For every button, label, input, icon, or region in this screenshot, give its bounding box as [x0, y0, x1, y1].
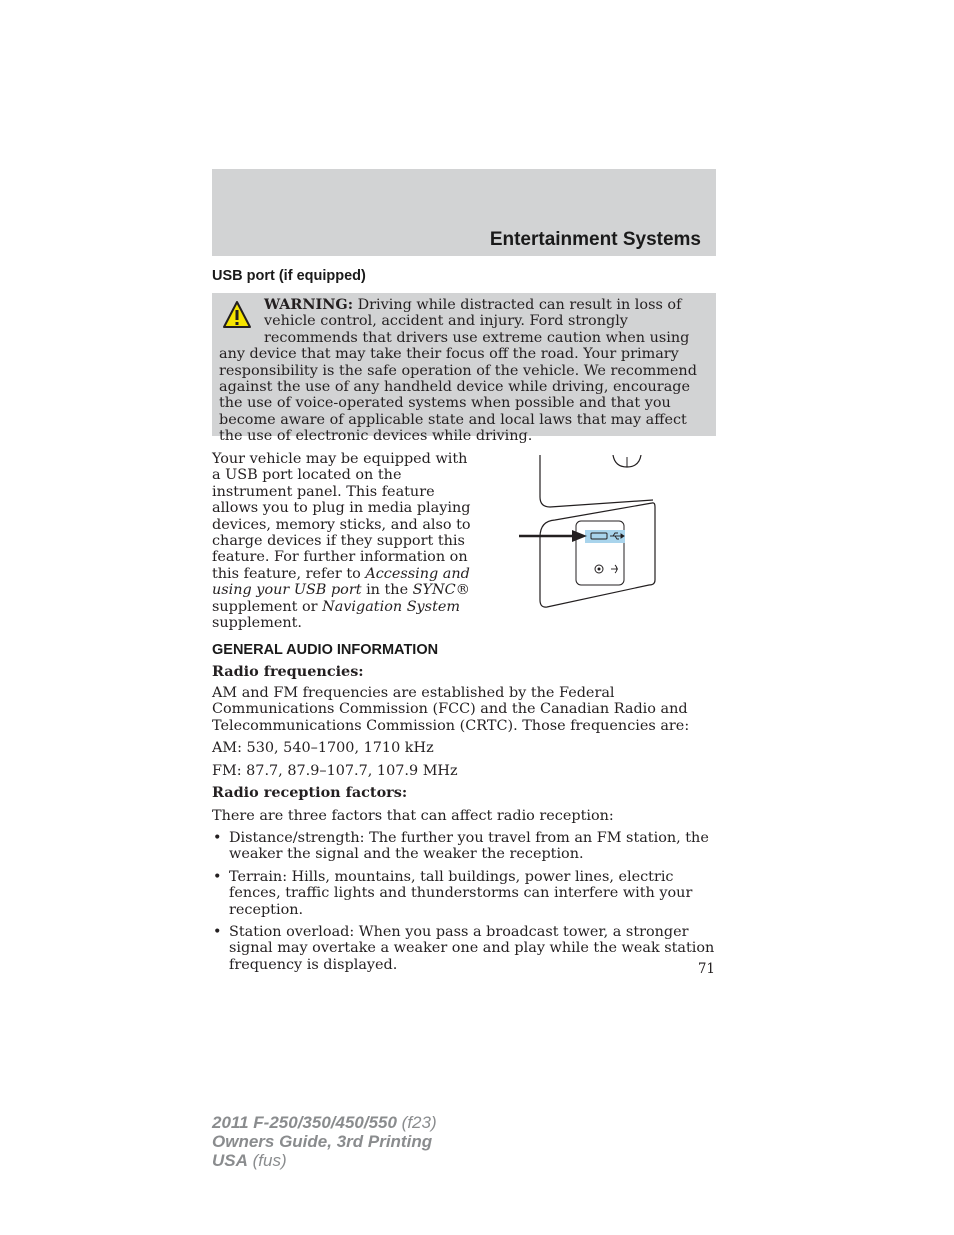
list-item: [212, 924, 716, 973]
list-item: [212, 830, 716, 863]
navigation-reference: Navigation System: [322, 598, 461, 615]
document-footer: [212, 1113, 437, 1170]
list-item: [212, 869, 716, 918]
warning-box: [212, 293, 716, 445]
page-number: 71: [697, 961, 715, 977]
intro-text: supplement.: [212, 615, 302, 632]
reception-factors-list: [212, 830, 716, 979]
footer-model: 2011 F-250/350/450/550: [212, 1113, 397, 1132]
footer-model-code: (f23): [396, 1113, 437, 1132]
section-header-band: [212, 169, 716, 256]
footer-region: USA: [212, 1151, 248, 1170]
bullet-icon: •: [213, 830, 222, 846]
radio-frequencies-label: Radio frequencies:: [212, 663, 364, 680]
usb-port-illustration: [515, 455, 665, 610]
list-item-text: Terrain: Hills, mountains, tall buildings, power lines, electric fences, traffic lights and thunderstorms can interfere with your reception.: [229, 868, 693, 918]
audio-heading: GENERAL AUDIO INFORMATION: [212, 642, 439, 658]
footer-line-edition: Owners Guide, 3rd Printing: [212, 1132, 433, 1151]
reception-intro: There are three factors that can affect radio reception:: [212, 808, 614, 824]
reception-factors-label: Radio reception factors:: [212, 784, 408, 801]
sync-reference: SYNC®: [412, 582, 471, 599]
intro-text: Your vehicle may be equipped with a USB port located on the instrument panel. This feature allows you to plug in media playing devices, memory sticks, and also to charge devices if they support this feature. For further information on this feature, refer to: [212, 451, 471, 582]
frequencies-paragraph: AM and FM frequencies are established by the Federal Communications Commission (FCC) and the Canadian Radio and Telecommunications Commission (CRTC). Those frequencies are:: [212, 685, 690, 734]
warning-triangle-icon: [222, 299, 252, 331]
list-item-text: Distance/strength: The further you travel from an FM station, the weaker the signal and the weaker the reception.: [229, 830, 709, 863]
bullet-icon: •: [213, 924, 222, 941]
footer-region-code: (fus): [247, 1151, 287, 1170]
footer-line-region: [212, 1151, 437, 1170]
intro-text: supplement or: [212, 598, 323, 615]
warning-text: Driving while distracted can result in loss of vehicle control, accident and injury. Ford strongly recommends that drivers use extreme caution when using any device that may take their focus off the road. Your primary responsibility is the safe operation of the vehicle. We recommend against the use of any handheld device while driving, encourage the use of voice-operated systems when possible and that you become aware of applicable state and local laws that may affect the use of electronic devices while driving.: [219, 297, 697, 445]
footer-line-model: [212, 1113, 437, 1132]
bullet-icon: •: [213, 868, 222, 885]
usb-reference: Accessing and using your USB port: [212, 565, 470, 599]
intro-text: in the: [361, 582, 413, 599]
section-title: Entertainment Systems: [489, 229, 701, 250]
fm-frequencies: FM: 87.7, 87.9–107.7, 107.9 MHz: [212, 763, 458, 779]
warning-label: WARNING:: [264, 296, 354, 313]
list-item-text: Station overload: When you pass a broadcast tower, a stronger signal may overtake a weaker one and play while the weak station frequency is displayed.: [229, 924, 715, 973]
usb-heading: USB port (if equipped): [212, 268, 366, 284]
am-frequencies: AM: 530, 540–1700, 1710 kHz: [212, 740, 434, 756]
usb-intro-paragraph: [212, 451, 474, 631]
